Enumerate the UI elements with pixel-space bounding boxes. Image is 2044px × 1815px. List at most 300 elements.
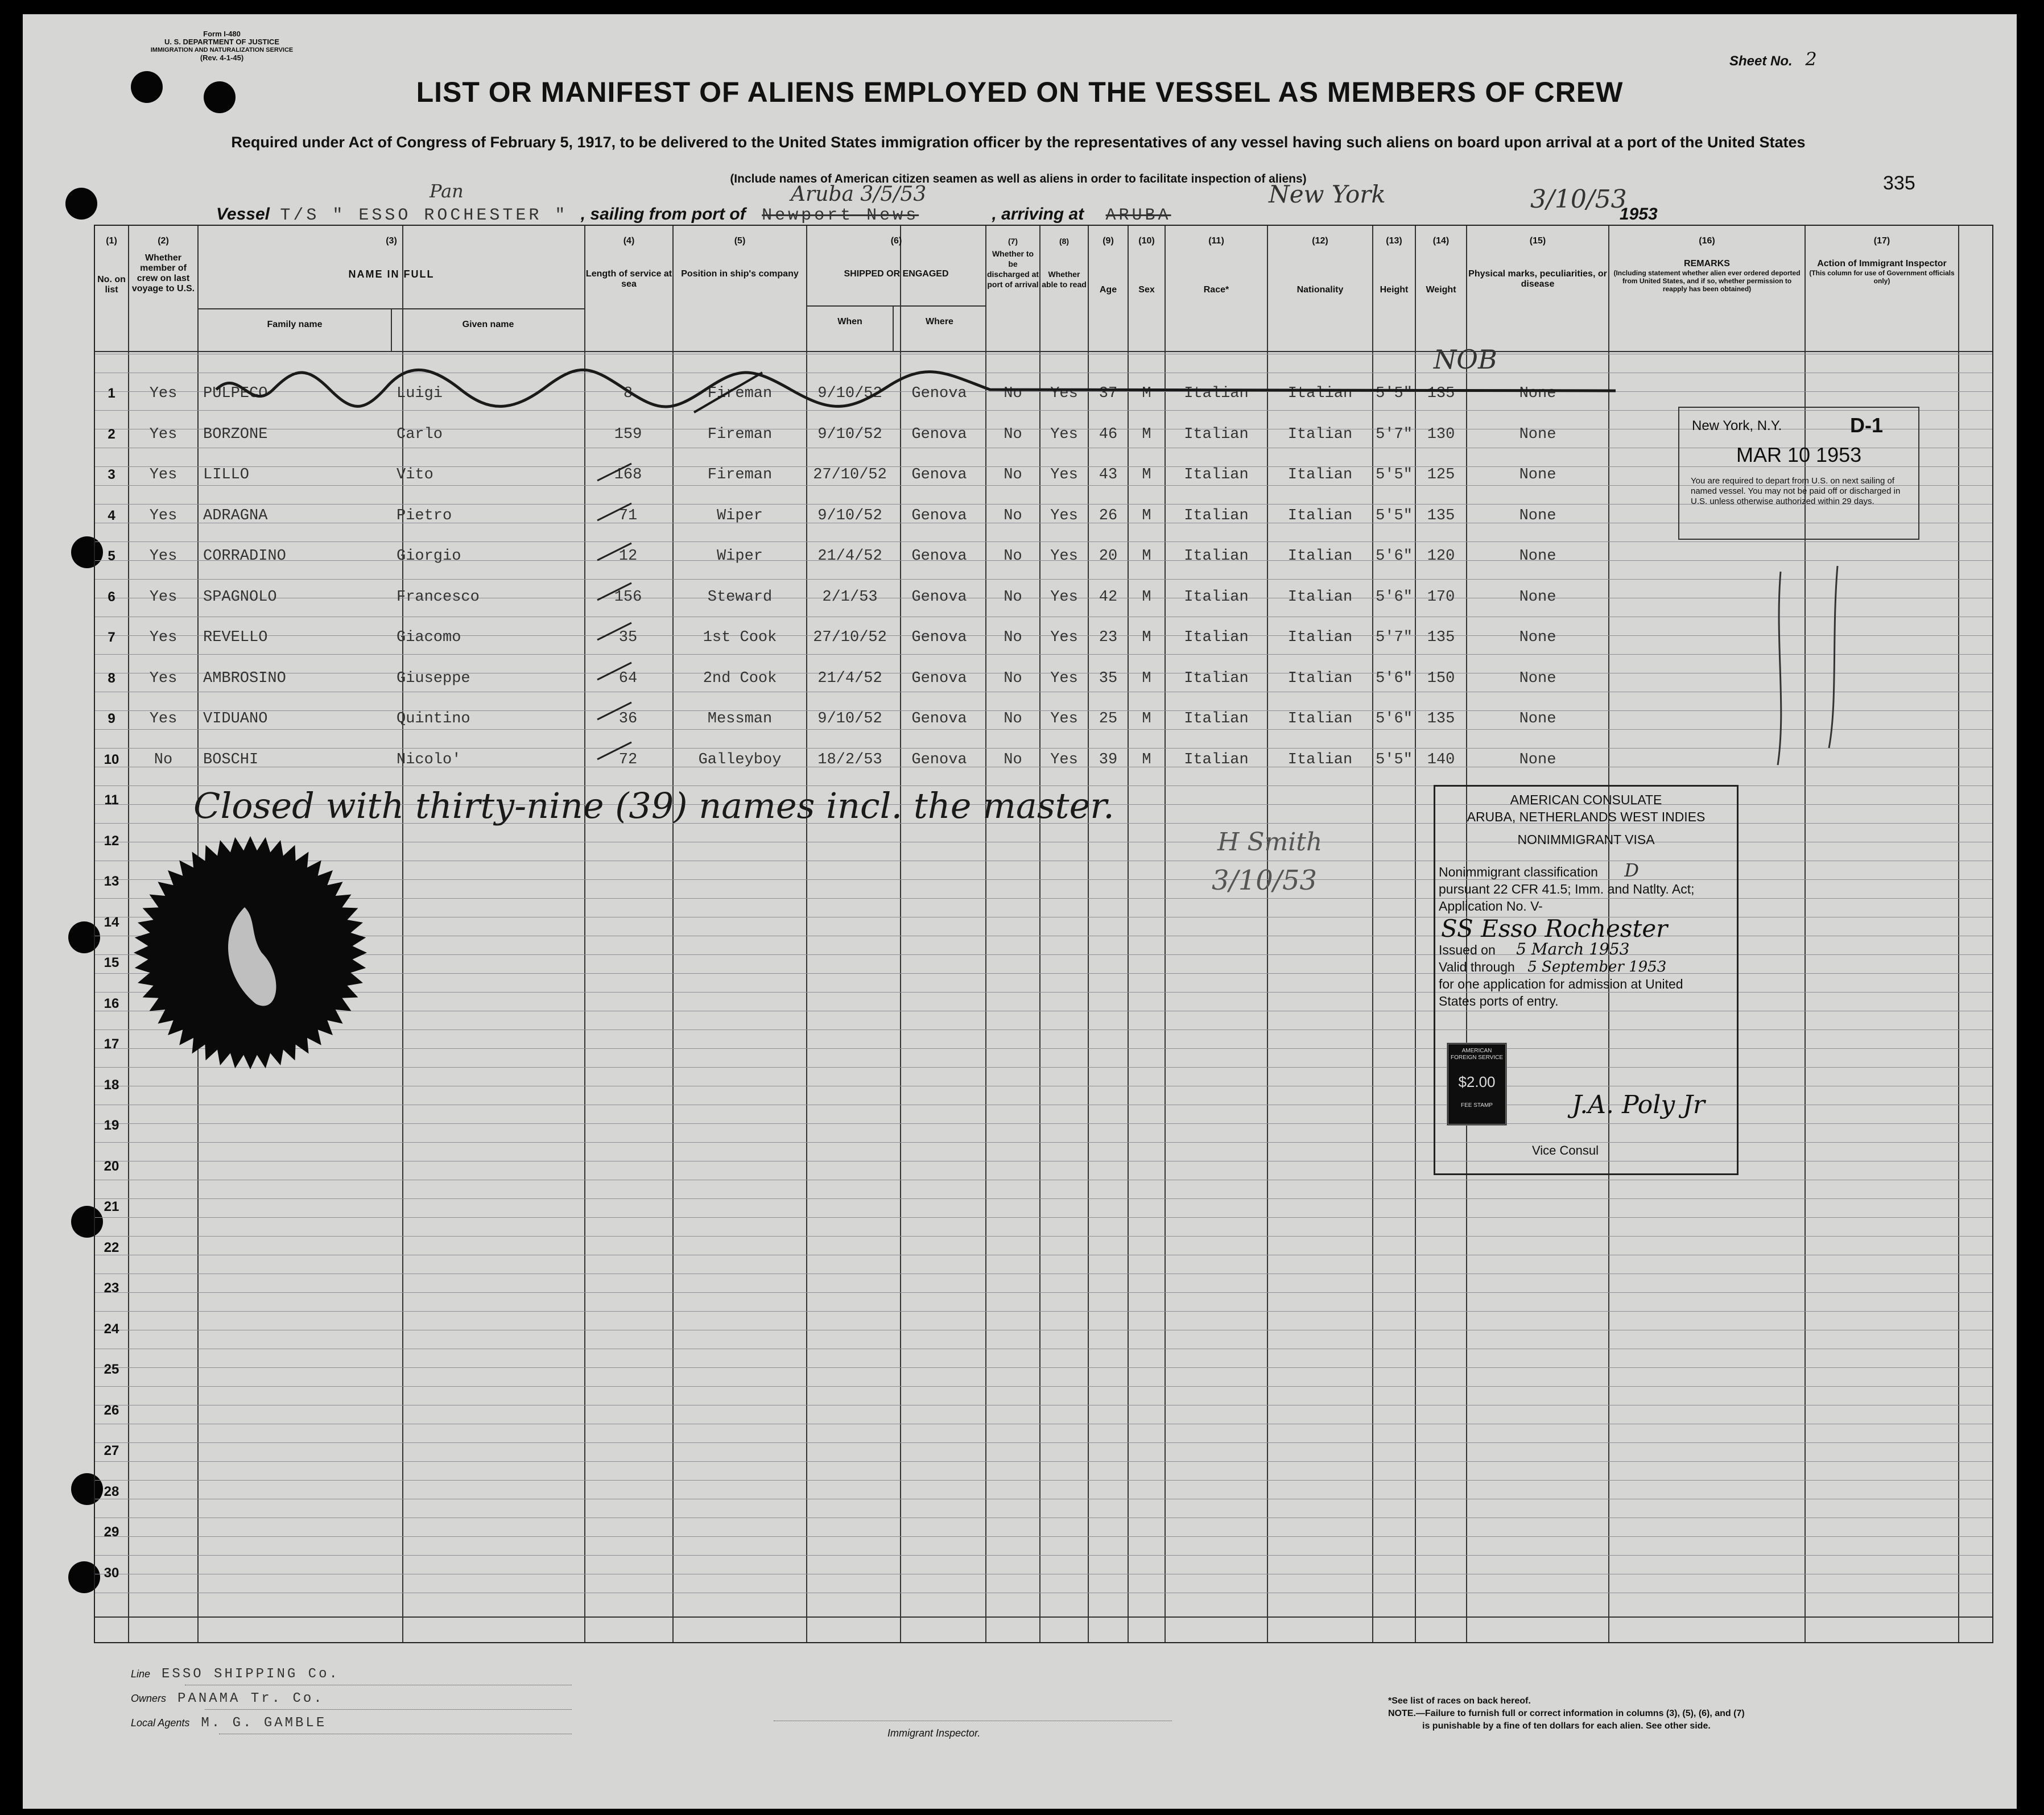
cell-nat: Italian bbox=[1287, 751, 1353, 768]
cell-where: Genova bbox=[911, 466, 967, 483]
cell-given: Quintino bbox=[397, 710, 470, 727]
cell-height: 5'6" bbox=[1376, 710, 1413, 727]
visa-pursuant: pursuant 22 CFR 41.5; Imm. and Natlty. Act; Application No. V- bbox=[1439, 882, 1695, 913]
punch-hole bbox=[65, 188, 97, 220]
flag-handwritten: Pan bbox=[430, 180, 464, 202]
cell-where: Genova bbox=[911, 548, 967, 565]
cell-crew: No bbox=[154, 751, 173, 768]
table-row-empty bbox=[95, 1553, 1992, 1593]
cell-sex: M bbox=[1142, 507, 1151, 524]
cell-height: 5'6" bbox=[1376, 669, 1413, 687]
table-row-empty bbox=[95, 1391, 1992, 1430]
row-number: 17 bbox=[104, 1036, 119, 1052]
visa-line1: AMERICAN CONSULATE bbox=[1510, 792, 1662, 807]
table-row bbox=[95, 699, 1992, 739]
sheet-number-value: 2 bbox=[1805, 48, 1817, 70]
cell-crew: Yes bbox=[149, 507, 177, 524]
cell-service: 8 bbox=[623, 385, 633, 402]
cell-when: 21/4/52 bbox=[817, 548, 882, 565]
table-row bbox=[95, 659, 1992, 698]
cell-height: 5'5" bbox=[1376, 751, 1413, 768]
cell-position: Wiper bbox=[716, 548, 763, 565]
cell-marks: None bbox=[1519, 385, 1556, 402]
col-11-header: (11) Race* bbox=[1203, 236, 1229, 295]
closing-note: Closed with thirty-nine (39) names incl. the master. bbox=[193, 785, 1114, 826]
cell-read: Yes bbox=[1050, 425, 1078, 443]
cell-disch: No bbox=[1004, 385, 1022, 402]
col-1-header: (1) No. on list bbox=[97, 236, 126, 295]
col-5-header: (5) Position in ship's company bbox=[681, 236, 799, 279]
cell-read: Yes bbox=[1050, 385, 1078, 402]
footer-rule bbox=[95, 1616, 1992, 1618]
arriving-label: , arriving at bbox=[992, 205, 1084, 224]
visa-line3: NONIMMIGRANT VISA bbox=[1517, 832, 1655, 847]
consul-signature: J.A. Poly Jr bbox=[1572, 1090, 1705, 1119]
cell-n: 9 bbox=[108, 711, 115, 726]
cell-crew: Yes bbox=[149, 588, 177, 606]
visa-issued bbox=[1435, 941, 1737, 958]
visa-valid-label: Valid through bbox=[1439, 960, 1515, 974]
cell-sex: M bbox=[1142, 669, 1151, 687]
cell-family: BOSCHI bbox=[203, 751, 259, 768]
col-13-header: (13) Height bbox=[1380, 236, 1409, 295]
cell-service: 12 bbox=[618, 548, 638, 565]
cell-nat: Italian bbox=[1287, 588, 1353, 606]
cell-disch: No bbox=[1004, 507, 1022, 524]
row-number: 24 bbox=[104, 1321, 119, 1337]
row-number: 14 bbox=[104, 914, 119, 930]
cell-marks: None bbox=[1519, 669, 1556, 687]
col-6-header: (6) SHIPPED OR ENGAGED bbox=[844, 236, 949, 279]
fee-stamp-top: AMERICAN FOREIGN SERVICE bbox=[1450, 1048, 1504, 1061]
cell-position: 1st Cook bbox=[703, 629, 777, 646]
footer-rule-owners bbox=[205, 1709, 572, 1710]
form-number: Form I-480 bbox=[203, 30, 241, 38]
cell-where: Genova bbox=[911, 751, 967, 768]
cell-n: 3 bbox=[108, 467, 115, 482]
col-16-header: (16) REMARKS (Including statement whether alien ever ordered deported from United States, and if so, whether permission to reapply has been obtained) bbox=[1613, 236, 1801, 293]
cell-given: Giorgio bbox=[397, 548, 461, 565]
form-identification bbox=[102, 30, 341, 62]
footer-line-label: Line bbox=[131, 1668, 151, 1680]
cell-n: 7 bbox=[108, 630, 115, 645]
col-10-header: (10) Sex bbox=[1138, 236, 1155, 295]
cell-crew: Yes bbox=[149, 385, 177, 402]
col-15-header: (15) Physical marks, peculiarities, or disease bbox=[1468, 236, 1607, 289]
cell-when: 9/10/52 bbox=[817, 385, 882, 402]
row-number: 28 bbox=[104, 1483, 119, 1499]
cell-crew: Yes bbox=[149, 425, 177, 443]
col-3-header: (3) NAME IN FULL bbox=[348, 236, 435, 280]
manifest-sheet bbox=[23, 14, 2017, 1809]
cell-family: AMBROSINO bbox=[203, 669, 286, 687]
cell-service: 35 bbox=[618, 629, 638, 646]
cell-disch: No bbox=[1004, 425, 1022, 443]
sailing-label: , sailing from port of bbox=[580, 205, 746, 224]
row-number: 16 bbox=[104, 995, 119, 1011]
cell-nat: Italian bbox=[1287, 710, 1353, 727]
footer-agents bbox=[131, 1715, 327, 1731]
cell-height: 5'5" bbox=[1376, 507, 1413, 524]
cell-nat: Italian bbox=[1287, 629, 1353, 646]
cell-when: 21/4/52 bbox=[817, 669, 882, 687]
header-sub-rule bbox=[806, 305, 985, 307]
cell-crew: Yes bbox=[149, 710, 177, 727]
cell-read: Yes bbox=[1050, 548, 1078, 565]
col-8-header: (8) Whether able to read bbox=[1042, 237, 1087, 289]
cell-age: 43 bbox=[1099, 466, 1118, 483]
cell-given: Vito bbox=[397, 466, 433, 483]
arriving-handwritten: New York bbox=[1269, 180, 1386, 208]
cell-n: 8 bbox=[108, 670, 115, 686]
cell-when: 27/10/52 bbox=[813, 466, 887, 483]
sheet-number-label: Sheet No. bbox=[1729, 53, 1793, 69]
cell-race: Italian bbox=[1184, 507, 1249, 524]
footer-note-1: *See list of races on back hereof. bbox=[1388, 1696, 1531, 1706]
cell-given: Giuseppe bbox=[397, 669, 470, 687]
row-number: 27 bbox=[104, 1443, 119, 1458]
cell-given: Nicolo' bbox=[397, 751, 461, 768]
col-4-header: (4) Length of service at sea bbox=[585, 236, 672, 289]
cell-weight: 135 bbox=[1427, 710, 1455, 727]
col-6-where-header: Where bbox=[926, 317, 953, 326]
cell-disch: No bbox=[1004, 548, 1022, 565]
cell-age: 25 bbox=[1099, 710, 1118, 727]
cell-age: 23 bbox=[1099, 629, 1118, 646]
cell-disch: No bbox=[1004, 629, 1022, 646]
cell-position: Messman bbox=[707, 710, 773, 727]
cell-weight: 150 bbox=[1427, 669, 1455, 687]
arriving-port: ARUBA bbox=[1105, 206, 1171, 225]
table-row bbox=[95, 618, 1992, 658]
cell-race: Italian bbox=[1184, 548, 1249, 565]
cell-weight: 120 bbox=[1427, 548, 1455, 565]
cell-sex: M bbox=[1142, 629, 1151, 646]
cell-age: 26 bbox=[1099, 507, 1118, 524]
cell-given: Pietro bbox=[397, 507, 452, 524]
visa-classification bbox=[1435, 859, 1737, 881]
cell-sex: M bbox=[1142, 588, 1151, 606]
col-2-header: (2) Whether member of crew on last voyage to U.S. bbox=[131, 236, 195, 293]
footer-owners-value: PANAMA Tr. Co. bbox=[177, 1691, 324, 1706]
form-revision: (Rev. 4-1-45) bbox=[200, 53, 244, 62]
cell-family: ADRAGNA bbox=[203, 507, 268, 524]
table-row-empty bbox=[95, 1228, 1992, 1268]
cell-service: 168 bbox=[614, 466, 642, 483]
cell-disch: No bbox=[1004, 751, 1022, 768]
page-title: LIST OR MANIFEST OF ALIENS EMPLOYED ON THE VESSEL AS MEMBERS OF CREW bbox=[416, 76, 1624, 108]
cell-weight: 135 bbox=[1427, 629, 1455, 646]
stamp-date: MAR 10 1953 bbox=[1736, 443, 1862, 466]
immigration-stamp bbox=[1678, 407, 1919, 540]
visa-issued-value: 5 March 1953 bbox=[1516, 940, 1630, 958]
cell-crew: Yes bbox=[149, 669, 177, 687]
col-17-header: (17) Action of Immigrant Inspector (This column for use of Government officials only) bbox=[1809, 236, 1955, 285]
cell-position: 2nd Cook bbox=[703, 669, 777, 687]
cell-read: Yes bbox=[1050, 588, 1078, 606]
cell-read: Yes bbox=[1050, 751, 1078, 768]
vessel-label: Vessel bbox=[216, 205, 270, 224]
visa-vessel: SS Esso Rochester bbox=[1441, 915, 1668, 942]
row-number: 13 bbox=[104, 874, 119, 889]
cell-sex: M bbox=[1142, 385, 1151, 402]
col-14-header: (14) Weight bbox=[1426, 236, 1456, 295]
cell-where: Genova bbox=[911, 588, 967, 606]
cell-position: Fireman bbox=[707, 385, 773, 402]
row-number: 21 bbox=[104, 1199, 119, 1214]
visa-line2: ARUBA, NETHERLANDS WEST INDIES bbox=[1467, 809, 1706, 824]
col-9-header: (9) Age bbox=[1099, 236, 1117, 295]
cell-service: 36 bbox=[618, 710, 638, 727]
col-7-header: (7) Whether to be discharged at port of arrival bbox=[986, 237, 1039, 289]
consul-title: Vice Consul bbox=[1532, 1143, 1599, 1157]
cell-race: Italian bbox=[1184, 466, 1249, 483]
cell-where: Genova bbox=[911, 425, 967, 443]
date-handwritten: 3/10/53 bbox=[1530, 185, 1627, 214]
cell-where: Genova bbox=[911, 385, 967, 402]
table-row-empty bbox=[95, 1431, 1992, 1471]
cell-when: 9/10/52 bbox=[817, 425, 882, 443]
cell-family: REVELLO bbox=[203, 629, 268, 646]
cell-marks: None bbox=[1519, 425, 1556, 443]
cell-age: 37 bbox=[1099, 385, 1118, 402]
footer-owners bbox=[131, 1691, 324, 1706]
table-row-empty bbox=[95, 1309, 1992, 1349]
row-number: 15 bbox=[104, 955, 119, 970]
cell-weight: 125 bbox=[1427, 466, 1455, 483]
footer-line-value: ESSO SHIPPING Co. bbox=[162, 1667, 340, 1682]
row-number: 26 bbox=[104, 1402, 119, 1418]
cell-when: 9/10/52 bbox=[817, 507, 882, 524]
row-number: 19 bbox=[104, 1118, 119, 1133]
form-department: U. S. DEPARTMENT OF JUSTICE bbox=[164, 38, 279, 46]
cell-given: Carlo bbox=[397, 425, 443, 443]
row-number: 11 bbox=[104, 792, 119, 808]
vessel-line bbox=[216, 205, 1658, 225]
cell-race: Italian bbox=[1184, 710, 1249, 727]
shipped-sub-divider bbox=[893, 305, 894, 351]
cell-n: 1 bbox=[108, 386, 115, 401]
cell-n: 4 bbox=[108, 507, 115, 523]
cell-read: Yes bbox=[1050, 710, 1078, 727]
stamp-code: D-1 bbox=[1850, 414, 1884, 437]
form-service: IMMIGRATION AND NATURALIZATION SERVICE bbox=[150, 47, 294, 53]
cell-position: Steward bbox=[707, 588, 773, 606]
cell-n: 5 bbox=[108, 548, 115, 564]
cell-position: Wiper bbox=[716, 507, 763, 524]
cell-height: 5'5" bbox=[1376, 385, 1413, 402]
cell-sex: M bbox=[1142, 425, 1151, 443]
table-row-empty bbox=[95, 1472, 1992, 1512]
cell-age: 35 bbox=[1099, 669, 1118, 687]
cell-sex: M bbox=[1142, 466, 1151, 483]
row-number: 18 bbox=[104, 1077, 119, 1093]
row-number: 30 bbox=[104, 1565, 119, 1581]
cell-race: Italian bbox=[1184, 588, 1249, 606]
cell-crew: Yes bbox=[149, 466, 177, 483]
visa-valid bbox=[1435, 958, 1737, 975]
cell-marks: None bbox=[1519, 507, 1556, 524]
cell-nat: Italian bbox=[1287, 548, 1353, 565]
cell-height: 5'7" bbox=[1376, 629, 1413, 646]
visa-classification-label: Nonimmigrant classification bbox=[1439, 865, 1598, 879]
table-row-empty bbox=[95, 1187, 1992, 1227]
cell-position: Fireman bbox=[707, 425, 773, 443]
table-row-empty bbox=[95, 1268, 1992, 1308]
inspector-initials: H Smith bbox=[1217, 828, 1323, 857]
inspector-label: Immigrant Inspector. bbox=[887, 1727, 981, 1739]
sailing-handwritten: Aruba 3/5/53 bbox=[791, 183, 927, 206]
cell-where: Genova bbox=[911, 629, 967, 646]
visa-valid-value: 5 September 1953 bbox=[1527, 958, 1667, 975]
cell-read: Yes bbox=[1050, 466, 1078, 483]
cell-given: Francesco bbox=[397, 588, 480, 606]
cell-race: Italian bbox=[1184, 669, 1249, 687]
cell-age: 42 bbox=[1099, 588, 1118, 606]
row-number: 22 bbox=[104, 1239, 119, 1255]
cell-weight: 135 bbox=[1427, 507, 1455, 524]
col-12-header: (12) Nationality bbox=[1296, 236, 1344, 295]
cell-marks: None bbox=[1519, 466, 1556, 483]
cell-weight: 135 bbox=[1427, 385, 1455, 402]
col-3-given-header: Given name bbox=[462, 320, 514, 329]
cell-position: Fireman bbox=[707, 466, 773, 483]
tick-marks bbox=[592, 446, 660, 788]
inspector-initials-date: 3/10/53 bbox=[1212, 865, 1318, 896]
nob-annotation: NOB bbox=[1434, 344, 1497, 375]
footer-note-2: NOTE.—Failure to furnish full or correct information in columns (3), (5), (6), and (7) bbox=[1388, 1709, 1745, 1718]
cell-nat: Italian bbox=[1287, 669, 1353, 687]
cell-where: Genova bbox=[911, 710, 967, 727]
cell-when: 9/10/52 bbox=[817, 710, 882, 727]
cell-weight: 130 bbox=[1427, 425, 1455, 443]
stamp-place: New York, N.Y. bbox=[1692, 418, 1782, 433]
cell-service: 156 bbox=[614, 588, 642, 606]
cell-marks: None bbox=[1519, 629, 1556, 646]
cell-given: Giacomo bbox=[397, 629, 461, 646]
cell-n: 2 bbox=[108, 426, 115, 442]
row-1-strike-scribble bbox=[193, 355, 1644, 418]
year-value: 1953 bbox=[1619, 205, 1658, 224]
cell-marks: None bbox=[1519, 751, 1556, 768]
cell-service: 72 bbox=[618, 751, 638, 768]
cell-crew: Yes bbox=[149, 548, 177, 565]
cell-marks: None bbox=[1519, 548, 1556, 565]
row-number: 29 bbox=[104, 1524, 119, 1540]
cell-when: 27/10/52 bbox=[813, 629, 887, 646]
footer-owners-label: Owners bbox=[131, 1693, 167, 1704]
cell-nat: Italian bbox=[1287, 466, 1353, 483]
footer-notes bbox=[1388, 1695, 1745, 1733]
cell-weight: 140 bbox=[1427, 751, 1455, 768]
cell-family: CORRADINO bbox=[203, 548, 286, 565]
cell-family: BORZONE bbox=[203, 425, 268, 443]
cell-weight: 170 bbox=[1427, 588, 1455, 606]
cell-height: 5'6" bbox=[1376, 548, 1413, 565]
sheet-number bbox=[1729, 48, 1817, 70]
visa-stamp bbox=[1434, 785, 1739, 1175]
cell-sex: M bbox=[1142, 710, 1151, 727]
cell-race: Italian bbox=[1184, 751, 1249, 768]
cell-race: Italian bbox=[1184, 629, 1249, 646]
cell-marks: None bbox=[1519, 588, 1556, 606]
cell-height: 5'5" bbox=[1376, 466, 1413, 483]
footer-note-3: is punishable by a fine of ten dollars for each alien. See other side. bbox=[1422, 1721, 1711, 1731]
footer-agents-value: M. G. GAMBLE bbox=[201, 1715, 327, 1731]
table-row bbox=[95, 740, 1992, 780]
table-row bbox=[95, 536, 1992, 576]
cell-read: Yes bbox=[1050, 507, 1078, 524]
cell-disch: No bbox=[1004, 588, 1022, 606]
page-stamp-number: 335 bbox=[1883, 172, 1915, 194]
cell-age: 20 bbox=[1099, 548, 1118, 565]
cell-family: PULPECO bbox=[203, 385, 268, 402]
header-bottom-rule bbox=[95, 351, 1992, 352]
row-number: 20 bbox=[104, 1158, 119, 1174]
cell-crew: Yes bbox=[149, 629, 177, 646]
cell-race: Italian bbox=[1184, 385, 1249, 402]
cell-disch: No bbox=[1004, 466, 1022, 483]
cell-race: Italian bbox=[1184, 425, 1249, 443]
cell-nat: Italian bbox=[1287, 507, 1353, 524]
cell-height: 5'6" bbox=[1376, 588, 1413, 606]
cell-service: 71 bbox=[618, 507, 638, 524]
fee-stamp bbox=[1447, 1043, 1507, 1126]
row-number: 23 bbox=[104, 1280, 119, 1296]
sailing-port: Newport News bbox=[762, 206, 919, 225]
cell-n: 6 bbox=[108, 589, 115, 605]
visa-use: for one application for admission at United States ports of entry. bbox=[1439, 977, 1683, 1008]
cell-when: 18/2/53 bbox=[817, 751, 882, 768]
cell-when: 2/1/53 bbox=[822, 588, 878, 606]
col-3-family-header: Family name bbox=[267, 320, 323, 329]
vessel-name: T/S " ESSO ROCHESTER " bbox=[280, 206, 568, 225]
fee-stamp-value: $2.00 bbox=[1458, 1073, 1496, 1090]
table-row-empty bbox=[95, 1512, 1992, 1552]
cell-marks: None bbox=[1519, 710, 1556, 727]
cell-sex: M bbox=[1142, 751, 1151, 768]
cell-where: Genova bbox=[911, 507, 967, 524]
cell-disch: No bbox=[1004, 710, 1022, 727]
page-subtitle-note: (Include names of American citizen seamen as well as aliens in order to facilitate inspection of aliens) bbox=[730, 172, 1307, 185]
cell-height: 5'7" bbox=[1376, 425, 1413, 443]
row-number: 25 bbox=[104, 1362, 119, 1377]
cell-read: Yes bbox=[1050, 629, 1078, 646]
pen-strokes bbox=[1752, 560, 1866, 776]
col-6-when-header: When bbox=[837, 317, 862, 326]
visa-issued-label: Issued on bbox=[1439, 942, 1496, 957]
cell-position: Galleyboy bbox=[698, 751, 782, 768]
notary-seal bbox=[131, 833, 370, 1072]
fee-stamp-bottom: FEE STAMP bbox=[1461, 1102, 1493, 1109]
cell-n: 10 bbox=[104, 751, 119, 767]
visa-classification-value: D bbox=[1624, 859, 1639, 881]
footer-agents-label: Local Agents bbox=[131, 1717, 190, 1729]
stamp-text: You are required to depart from U.S. on next sailing of named vessel. You may not be paid off or discharged in U.S. unless otherwise authorized within 29 days. bbox=[1691, 476, 1901, 506]
row-number: 12 bbox=[104, 833, 119, 849]
table-row bbox=[95, 577, 1992, 617]
page-subtitle: Required under Act of Congress of February 5, 1917, to be delivered to the United States immigration officer by the representatives of any vessel having such aliens on board upon arrival at a port of the United States bbox=[231, 134, 1806, 151]
cell-family: LILLO bbox=[203, 466, 250, 483]
cell-where: Genova bbox=[911, 669, 967, 687]
cell-family: SPAGNOLO bbox=[203, 588, 277, 606]
cell-age: 46 bbox=[1099, 425, 1118, 443]
cell-nat: Italian bbox=[1287, 425, 1353, 443]
cell-family: VIDUANO bbox=[203, 710, 268, 727]
cell-read: Yes bbox=[1050, 669, 1078, 687]
cell-disch: No bbox=[1004, 669, 1022, 687]
footer-line bbox=[131, 1667, 340, 1682]
